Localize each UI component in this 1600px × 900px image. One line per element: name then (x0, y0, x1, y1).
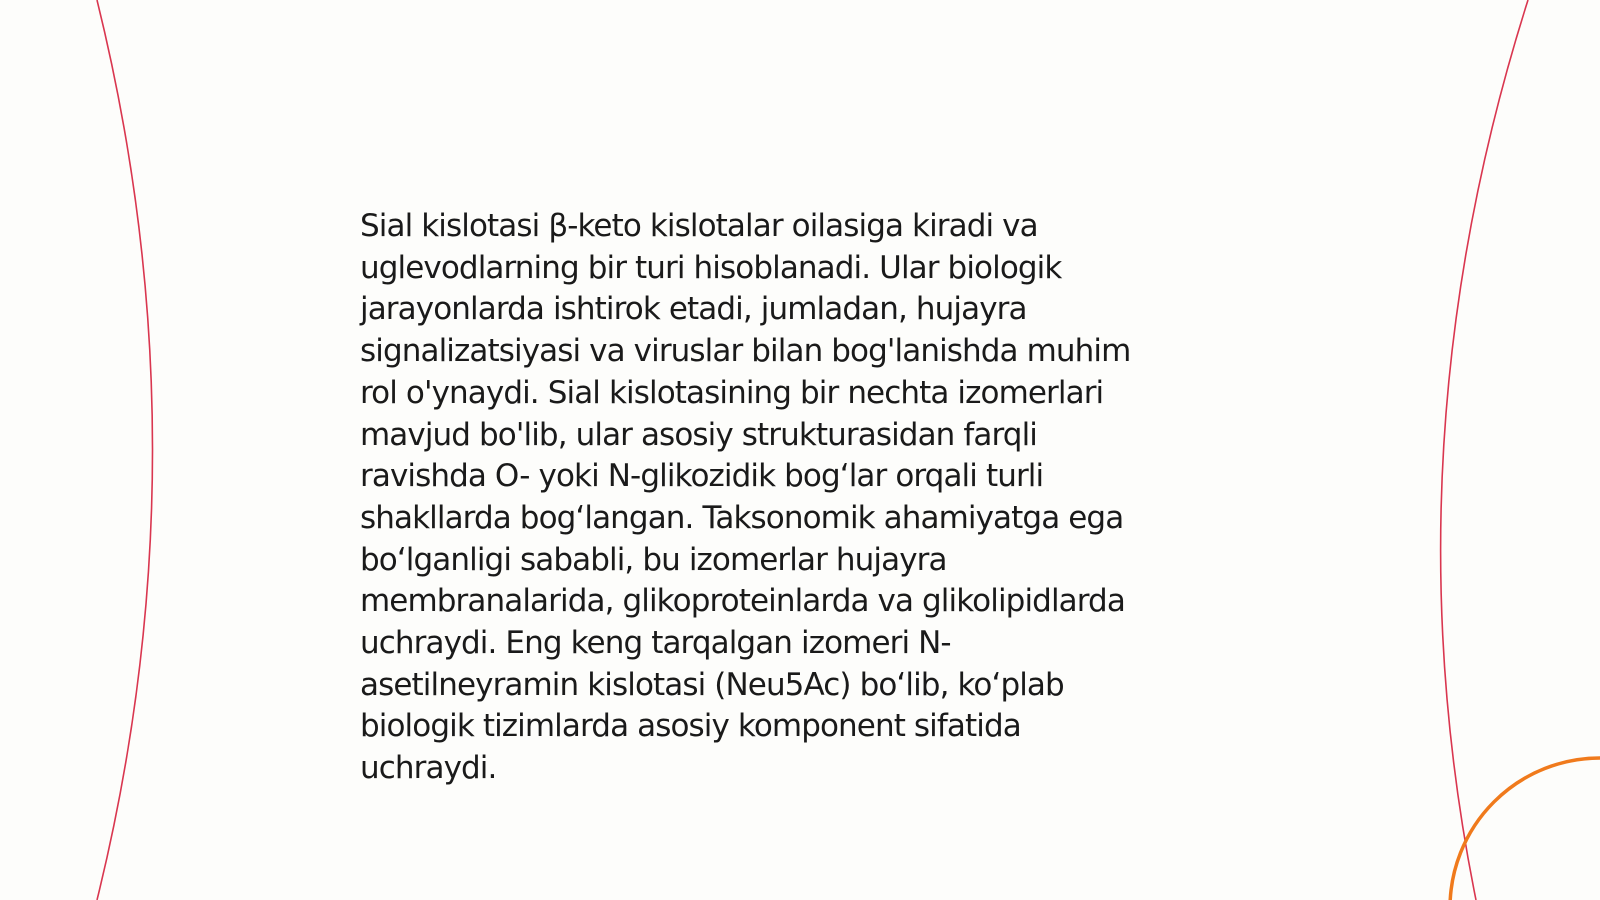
text-line: biologik tizimlarda asosiy komponent sifatida (360, 708, 1021, 745)
text-line: rol o'ynaydi. Sial kislotasining bir nechta izomerlari (360, 374, 1104, 411)
text-line: shakllarda bogʻlangan. Taksonomik ahamiyatga ega (360, 499, 1124, 536)
text-line: asetilneyramin kislotasi (Neu5Ac) boʻlib, koʻplab (360, 666, 1064, 703)
text-line: membranalarida, glikoproteinlarda va glikolipidlarda (360, 583, 1125, 620)
text-line: Sial kislotasi β-keto kislotalar oilasiga kiradi va (360, 208, 1038, 244)
text-line: jarayonlarda ishtirok etadi, jumladan, hujayra (360, 291, 1027, 328)
left-decorative-arc (97, 0, 153, 900)
text-line: uchraydi. Eng keng tarqalgan izomeri N- (360, 625, 951, 662)
text-line: mavjud bo'lib, ular asosiy strukturasidan farqli (360, 416, 1037, 453)
text-line: ravishda O- yoki N-glikozidik bogʻlar orqali turli (360, 458, 1044, 495)
slide-body-text (360, 206, 1220, 790)
right-decorative-arc (1441, 0, 1528, 900)
text-line: uchraydi. (360, 750, 497, 787)
text-line: boʻlganligi sababli, bu izomerlar hujayra (360, 541, 947, 578)
text-line: uglevodlarning bir turi hisoblanadi. Ular biologik (360, 249, 1062, 286)
text-line: signalizatsiyasi va viruslar bilan bog'lanishda muhim (360, 333, 1131, 370)
